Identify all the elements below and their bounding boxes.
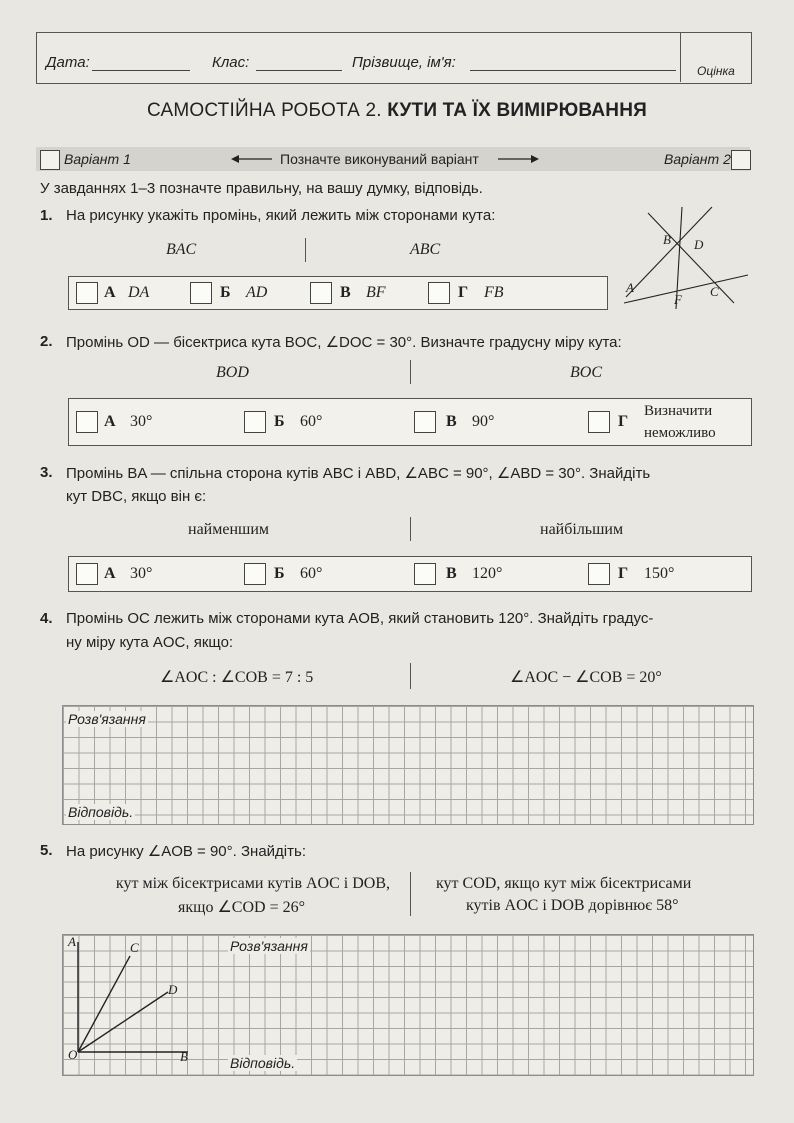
q3-option-a-letter: А: [104, 565, 116, 582]
q1-variant-1: BAC: [166, 241, 197, 258]
q3-option-g-checkbox[interactable]: [588, 563, 610, 585]
class-field[interactable]: [256, 70, 342, 71]
q3-option-a-checkbox[interactable]: [76, 563, 98, 585]
q2-option-a-letter: А: [104, 413, 116, 430]
q3-text-line2: кут DBC, якщо він є:: [66, 488, 207, 505]
q2-option-g-checkbox[interactable]: [588, 411, 610, 433]
instruction-text: У завданнях 1–3 позначте правильну, на вашу думку, відповідь.: [40, 180, 483, 197]
q3-variant-1: найменшим: [188, 521, 270, 538]
q4-variant-2: ∠AOC − ∠COB = 20°: [510, 669, 662, 686]
q2-option-a-checkbox[interactable]: [76, 411, 98, 433]
q5-fig-label-o: O: [68, 1047, 78, 1062]
name-label: Прізвище, ім'я:: [352, 54, 456, 71]
date-field[interactable]: [92, 70, 190, 71]
q1-option-b-letter: Б: [220, 284, 231, 301]
q1-fig-label-d: D: [694, 237, 704, 252]
q5-fig-label-a: A: [68, 934, 76, 949]
q1-option-a-checkbox[interactable]: [76, 282, 98, 304]
q3-option-b-value: 60°: [300, 565, 323, 582]
q4-number: 4.: [40, 610, 53, 627]
q1-option-g-letter: Г: [458, 284, 469, 301]
q2-option-v-value: 90°: [472, 413, 495, 430]
q2-option-g-value: Визначити: [644, 403, 713, 419]
variant-2-checkbox[interactable]: [731, 150, 751, 170]
variant-1-label: Варіант 1: [64, 151, 131, 167]
q1-option-a-value: DA: [128, 284, 150, 301]
q2-separator: [410, 360, 411, 384]
q3-option-v-value: 120°: [472, 565, 503, 582]
q5-figure: [64, 936, 194, 1072]
q3-option-b-letter: Б: [274, 565, 285, 582]
q2-number: 2.: [40, 333, 53, 350]
q1-fig-label-c: C: [710, 284, 719, 299]
q1-separator: [305, 238, 306, 262]
q2-option-a-value: 30°: [130, 413, 153, 430]
q5-variant-2-line2: кутів AOC і DOB дорівнює 58°: [466, 897, 679, 914]
q2-option-b-letter: Б: [274, 413, 285, 430]
q1-variant-2: ABC: [410, 241, 441, 258]
q4-solution-grid[interactable]: [62, 705, 754, 825]
q5-text: На рисунку ∠AOB = 90°. Знайдіть:: [66, 843, 306, 860]
variant-2-label: Варіант 2: [664, 151, 731, 167]
q4-solution-label: Розв'язання: [68, 711, 146, 727]
q3-option-g-letter: Г: [618, 565, 629, 582]
q3-number: 3.: [40, 464, 53, 481]
class-label: Клас:: [212, 54, 250, 71]
q5-variant-1-line2: якщо ∠COD = 26°: [178, 899, 305, 916]
q3-text: Промінь BA — спільна сторона кутів ABC і ABD, ∠ABC = 90°, ∠ABD = 30°. Знайдіть: [66, 465, 651, 482]
q4-separator: [410, 663, 411, 689]
q3-option-a-value: 30°: [130, 565, 153, 582]
q2-option-v-checkbox[interactable]: [414, 411, 436, 433]
q5-separator: [410, 872, 411, 916]
q1-option-a-letter: А: [104, 284, 116, 301]
q2-option-g-value-line2: неможливо: [644, 425, 716, 441]
q2-option-b-value: 60°: [300, 413, 323, 430]
q1-option-g-value: FB: [484, 284, 504, 301]
date-label: Дата:: [46, 54, 90, 71]
q3-option-b-checkbox[interactable]: [244, 563, 266, 585]
arrow-right-icon: [496, 152, 540, 166]
title-topic: КУТИ ТА ЇХ ВИМІРЮВАННЯ: [387, 100, 647, 121]
q5-fig-label-b: B: [180, 1049, 188, 1064]
q4-text-line2: ну міру кута AOC, якщо:: [66, 634, 234, 651]
q2-variant-2: BOC: [570, 364, 602, 381]
q5-variant-1-line1: кут між бісектрисами кутів AOC і DOB,: [115, 875, 390, 892]
q1-fig-label-b: B: [663, 232, 671, 247]
arrow-left-icon: [230, 152, 274, 166]
page-title: [0, 100, 794, 122]
q5-number: 5.: [40, 842, 53, 859]
q2-option-b-checkbox[interactable]: [244, 411, 266, 433]
q4-variant-1: ∠AOC : ∠COB = 7 : 5: [160, 669, 314, 686]
q1-fig-label-a: A: [626, 280, 634, 295]
q3-variant-2: найбільшим: [540, 521, 624, 538]
q5-variant-2-line1: кут COD, якщо кут між бісектрисами: [436, 875, 692, 892]
q2-variant-1: BOD: [216, 364, 249, 381]
q1-option-v-value: BF: [366, 284, 386, 301]
q1-option-b-value: AD: [246, 284, 268, 301]
q1-fig-label-f: F: [674, 292, 682, 307]
name-field[interactable]: [470, 70, 676, 71]
q1-option-v-checkbox[interactable]: [310, 282, 332, 304]
q5-fig-label-c: C: [130, 940, 139, 955]
q3-option-v-checkbox[interactable]: [414, 563, 436, 585]
q1-option-g-checkbox[interactable]: [428, 282, 450, 304]
q4-answer-label: Відповідь.: [68, 804, 134, 820]
q2-option-g-letter: Г: [618, 413, 629, 430]
variant-1-checkbox[interactable]: [40, 150, 60, 170]
variant-instruction: Позначте виконуваний варіант: [280, 151, 479, 167]
q3-option-g-value: 150°: [644, 565, 675, 582]
q5-solution-label: Розв'язання: [230, 938, 308, 954]
q3-separator: [410, 517, 411, 541]
q1-figure: [612, 205, 762, 315]
q5-fig-label-d: D: [168, 982, 178, 997]
grade-label: Оцінка: [697, 64, 735, 78]
q1-text: На рисунку укажіть промінь, який лежить між сторонами кута:: [66, 207, 496, 224]
q2-option-v-letter: В: [446, 413, 457, 430]
title-prefix: САМОСТІЙНА РОБОТА 2.: [147, 100, 382, 121]
q4-text: Промінь OC лежить між сторонами кута AOB, який становить 120°. Знайдіть градус-: [66, 610, 654, 627]
q1-option-b-checkbox[interactable]: [190, 282, 212, 304]
q3-option-v-letter: В: [446, 565, 457, 582]
q2-text: Промінь OD — бісектриса кута BOC, ∠DOC = 30°. Визначте градусну міру кута:: [66, 334, 622, 351]
q1-number: 1.: [40, 207, 53, 224]
q1-option-v-letter: В: [340, 284, 351, 301]
q5-answer-label: Відповідь.: [230, 1055, 296, 1071]
